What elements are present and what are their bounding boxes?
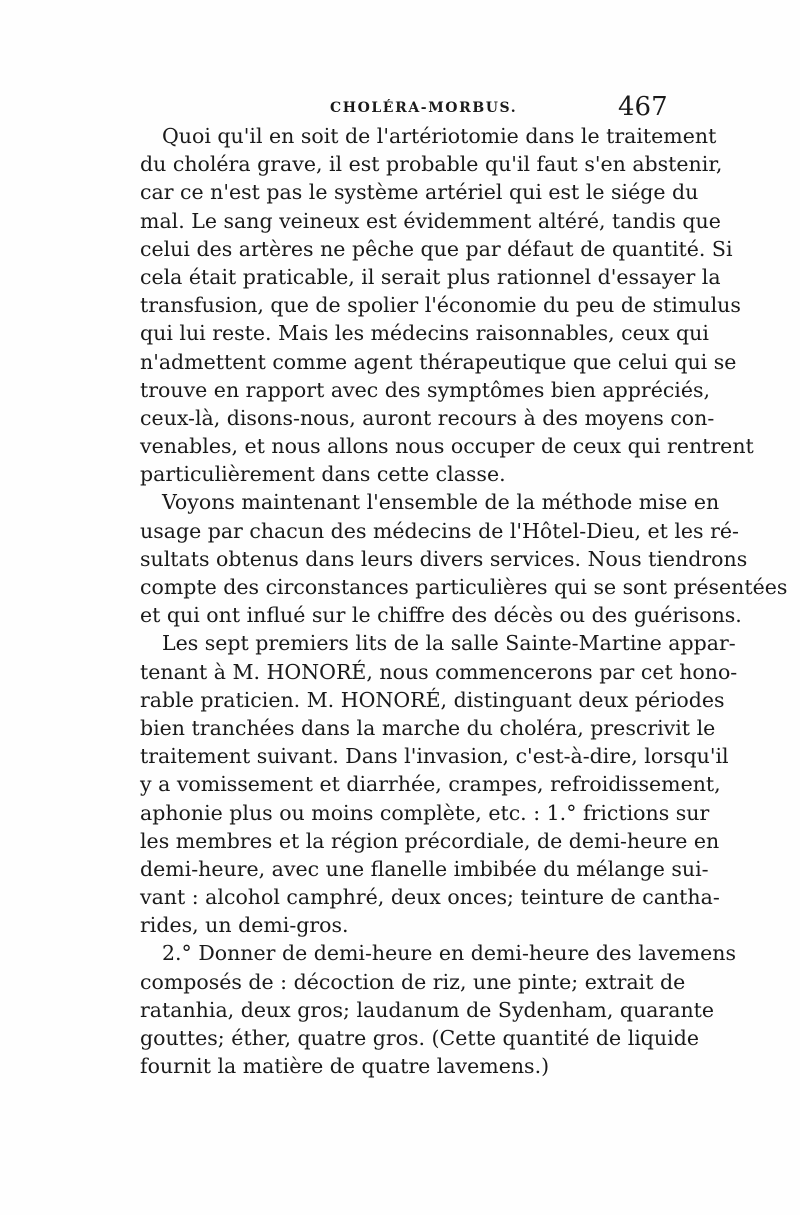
text-line: sultats obtenus dans leurs divers services. Nous tiendrons [140, 546, 748, 571]
text-line: Quoi qu'il en soit de l'artériotomie dans le traitement [162, 124, 717, 148]
text-line: rable praticien. M. HONORÉ, distinguant deux périodes [140, 687, 725, 712]
text-line: composés de : décoction de riz, une pinte; extrait de [140, 969, 686, 994]
text-line: les membres et la région précordiale, de demi-heure en [140, 828, 720, 853]
text-line: traitement suivant. Dans l'invasion, c'est-à-dire, lorsqu'il [140, 744, 729, 769]
text-line: tenant à M. HONORÉ, nous commencerons par cet hono- [140, 659, 738, 684]
text-line: rides, un demi-gros. [140, 913, 349, 938]
text-line: compte des circonstances particulières qui se sont présentées [140, 575, 788, 599]
text-line: ratanhia, deux gros; laudanum de Sydenham, quarante [140, 997, 715, 1022]
text-line: bien tranchées dans la marche du choléra, prescrivit le [140, 715, 716, 740]
page-number: 467 [618, 92, 668, 122]
running-title: CHOLÉRA-MORBUS. [330, 100, 518, 116]
text-line: 2.° Donner de demi-heure en demi-heure des lavemens [162, 941, 736, 966]
text-line: car ce n'est pas le système artériel qui est le siége du [140, 180, 699, 205]
text-line: fournit la matière de quatre lavemens.) [140, 1054, 550, 1079]
text-line: et qui ont influé sur le chiffre des décès ou des guérisons. [140, 603, 742, 628]
text-line: venables, et nous allons nous occuper de ceux qui rentrent [140, 434, 754, 459]
text-line: mal. Le sang veineux est évidemment altéré, tandis que [140, 208, 721, 233]
text-line: Voyons maintenant l'ensemble de la méthode mise en [162, 490, 720, 515]
text-line: qui lui reste. Mais les médecins raisonnables, ceux qui [140, 321, 709, 346]
text-line: celui des artères ne pêche que par défaut de quantité. Si [140, 236, 733, 261]
text-line: Les sept premiers lits de la salle Sainte-Martine appar- [162, 631, 736, 656]
text-line: aphonie plus ou moins complète, etc. : 1.° frictions sur [140, 800, 710, 825]
text-line: demi-heure, avec une flanelle imbibée du mélange sui- [140, 856, 709, 881]
text-line: vant : alcohol camphré, deux onces; teinture de cantha- [140, 885, 720, 910]
text-line: cela était praticable, il serait plus rationnel d'essayer la [140, 264, 721, 289]
text-line: particulièrement dans cette classe. [140, 462, 506, 487]
text-line: gouttes; éther, quatre gros. (Cette quantité de liquide [140, 1026, 699, 1050]
text-line: y a vomissement et diarrhée, crampes, refroidissement, [140, 772, 721, 797]
text-line: ceux-là, disons-nous, auront recours à des moyens con- [140, 405, 715, 430]
text-line: usage par chacun des médecins de l'Hôtel-Dieu, et les ré- [140, 518, 739, 543]
text-line: n'admettent comme agent thérapeutique que celui qui se [140, 349, 737, 374]
text-line: transfusion, que de spolier l'économie du peu de stimulus [140, 293, 741, 318]
body-text [140, 122, 788, 1080]
text-line: du choléra grave, il est probable qu'il faut s'en abstenir, [140, 152, 723, 177]
text-line: trouve en rapport avec des symptômes bien appréciés, [140, 377, 711, 402]
